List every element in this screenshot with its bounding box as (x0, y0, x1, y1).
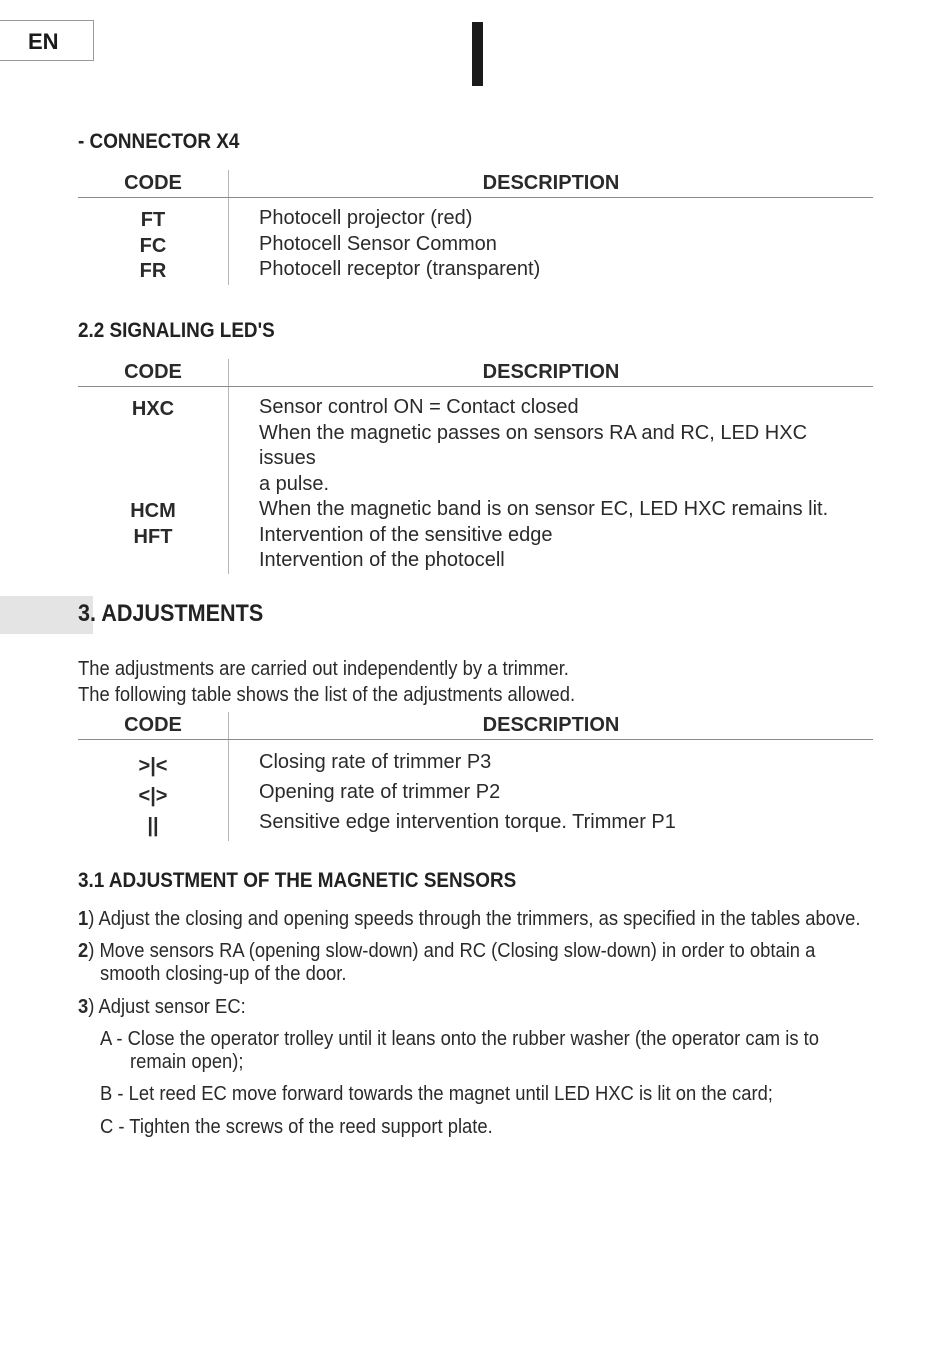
step-number: 3 (78, 996, 89, 1018)
sub-list-item (100, 1116, 860, 1139)
code-hcm: HCM (130, 500, 176, 522)
description-cell (229, 740, 874, 842)
description-cell (229, 198, 874, 285)
step-text: ) Adjust the closing and opening speeds through the trimmers, as specified in the tables above. (88, 908, 861, 930)
step-text: ) Adjust sensor EC: (88, 996, 246, 1018)
step-text: ) Move sensors RA (opening slow-down) and RC (Closing slow-down) in order to obtain a (88, 940, 816, 962)
step-number: 1 (78, 908, 89, 930)
list-item (78, 996, 878, 1019)
description-cell (229, 387, 874, 574)
description-line: a pulse. (259, 472, 330, 495)
list-item (78, 940, 878, 986)
description-line: When the magnetic band is on sensor EC, LED HXC remains lit. (259, 498, 829, 520)
sub-list-item (100, 1083, 860, 1106)
page-marker-bar (472, 22, 483, 86)
code-column-header: CODE (78, 359, 229, 387)
description-line: Intervention of the photocell (259, 549, 505, 571)
adjustments-title: 3. ADJUSTMENTS (78, 600, 264, 627)
magnetic-sensors-title: 3.1 ADJUSTMENT OF THE MAGNETIC SENSORS (78, 869, 517, 892)
description-line: Sensor control ON = Contact closed (259, 396, 579, 418)
description-line: Sensitive edge intervention torque. Trimmer P1 (259, 811, 676, 833)
code-hft: HFT (133, 525, 173, 548)
description-line: Closing rate of trimmer P3 (259, 751, 492, 773)
description-line: Opening rate of trimmer P2 (259, 781, 501, 803)
sub-step-text-continued: remain open); (130, 1051, 244, 1073)
code-fr: FR (139, 260, 167, 282)
sub-list-item (100, 1028, 860, 1074)
description-column-header: DESCRIPTION (229, 359, 874, 387)
connector-x4-table (78, 170, 873, 285)
code-hxc: HXC (131, 398, 175, 420)
code-closing-rate: >|< (138, 755, 168, 777)
table-header-row (78, 359, 873, 387)
signaling-leds-title: 2.2 SIGNALING LED'S (78, 319, 275, 342)
table-header-row (78, 170, 873, 198)
description-line: Photocell projector (red) (259, 207, 473, 229)
adjustments-intro-line: The following table shows the list of the adjustments allowed. (78, 684, 576, 706)
step-number: 2 (78, 940, 89, 962)
signaling-leds-table (78, 359, 873, 574)
code-fc: FC (139, 234, 167, 257)
adjustments-table (78, 712, 873, 841)
code-opening-rate: <|> (138, 785, 168, 807)
description-line: When the magnetic passes on sensors RA and RC, LED HXC issues (259, 421, 808, 469)
description-line: Photocell receptor (transparent) (259, 258, 541, 280)
table-row (78, 740, 873, 842)
table-row (78, 387, 873, 574)
code-column-header: CODE (78, 170, 229, 198)
list-item (78, 908, 878, 931)
language-tab: EN (0, 20, 94, 61)
code-edge-torque: || (147, 815, 159, 837)
code-column-header: CODE (78, 712, 229, 740)
table-header-row (78, 712, 873, 740)
description-line: Photocell Sensor Common (259, 232, 497, 255)
table-row (78, 198, 873, 285)
description-column-header: DESCRIPTION (229, 712, 874, 740)
sub-step-text: A - Close the operator trolley until it leans onto the rubber washer (the operator cam is to (100, 1028, 819, 1050)
code-ft: FT (140, 209, 166, 231)
adjustments-intro-line: The adjustments are carried out independently by a trimmer. (78, 658, 569, 680)
code-cell (78, 198, 229, 285)
code-cell (78, 387, 229, 574)
description-line: Intervention of the sensitive edge (259, 523, 553, 546)
description-column-header: DESCRIPTION (229, 170, 874, 198)
connector-x4-title: - CONNECTOR X4 (78, 130, 240, 153)
sub-step-text: C - Tighten the screws of the reed support plate. (100, 1116, 493, 1138)
code-cell (78, 740, 229, 842)
step-text-continued: smooth closing-up of the door. (100, 963, 347, 985)
sub-step-text: B - Let reed EC move forward towards the magnet until LED HXC is lit on the card; (100, 1083, 773, 1105)
